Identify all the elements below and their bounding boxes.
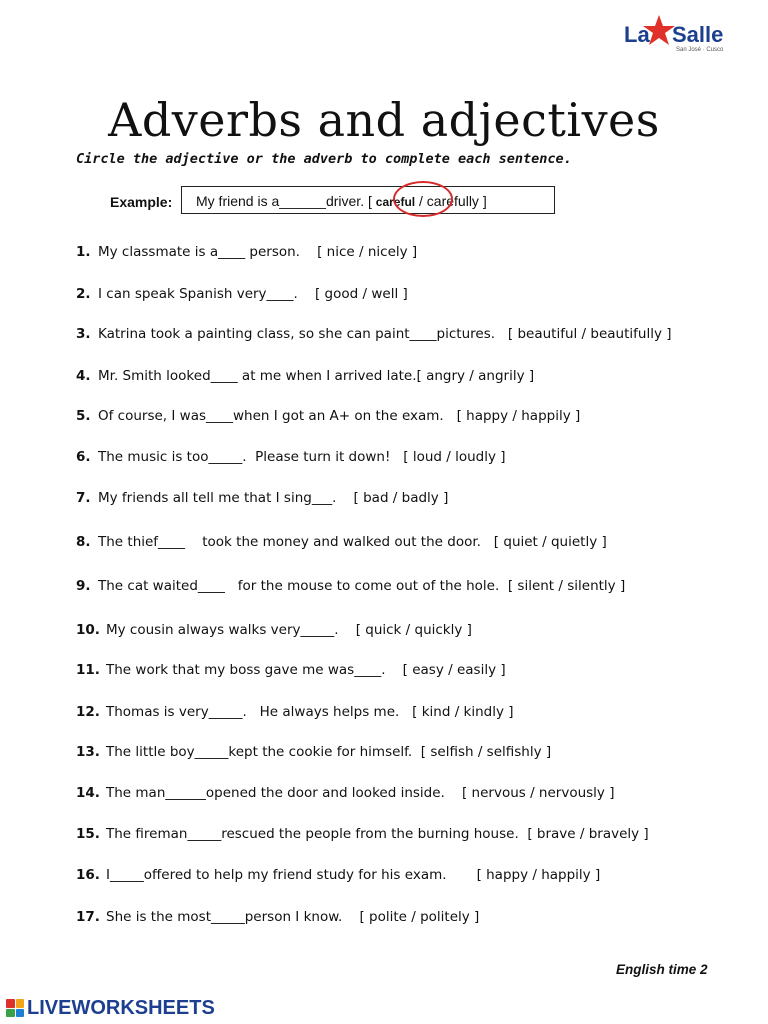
exercise-item <box>76 368 534 384</box>
item-sentence[interactable]: The man______opened the door and looked inside. [ nervous / nervously ] <box>106 785 615 801</box>
example-label: Example: <box>110 194 173 210</box>
footer-text: English time 2 <box>616 962 708 977</box>
exercise-item <box>76 244 417 260</box>
item-number: 16. <box>76 867 100 883</box>
item-number: 4. <box>76 368 91 384</box>
item-number: 14. <box>76 785 100 801</box>
item-sentence[interactable]: My friends all tell me that I sing___. [ bad / badly ] <box>98 490 449 506</box>
exercise-item <box>76 578 625 594</box>
item-sentence[interactable]: She is the most_____person I know. [ polite / politely ] <box>106 909 480 925</box>
item-number: 15. <box>76 826 100 842</box>
item-sentence[interactable]: My cousin always walks very_____. [ quick / quickly ] <box>106 622 472 638</box>
item-number: 17. <box>76 909 100 925</box>
item-sentence[interactable]: The little boy_____kept the cookie for himself. [ selfish / selfishly ] <box>106 744 552 760</box>
item-number: 5. <box>76 408 91 424</box>
item-number: 6. <box>76 449 91 465</box>
item-number: 2. <box>76 286 91 302</box>
item-sentence[interactable]: Mr. Smith looked____ at me when I arrived late.[ angry / angrily ] <box>98 368 535 384</box>
item-sentence[interactable]: I_____offered to help my friend study for his exam. [ happy / happily ] <box>106 867 601 883</box>
item-sentence[interactable]: The cat waited____ for the mouse to come out of the hole. [ silent / silently ] <box>98 578 626 594</box>
liveworksheets-brand <box>6 996 215 1020</box>
exercise-item <box>76 867 600 883</box>
logo-la: La <box>624 22 650 47</box>
item-sentence[interactable]: The thief____ took the money and walked out the door. [ quiet / quietly ] <box>98 534 607 550</box>
item-number: 11. <box>76 662 100 678</box>
exercise-item <box>76 826 649 842</box>
example-before: My friend is a______driver. [ <box>196 193 376 209</box>
item-number: 7. <box>76 490 91 506</box>
exercise-item <box>76 785 615 801</box>
instruction: Circle the adjective or the adverb to complete each sentence. <box>76 151 572 167</box>
item-number: 13. <box>76 744 100 760</box>
exercise-item <box>76 622 472 638</box>
page-title: Adverbs and adjectives <box>108 92 660 147</box>
item-number: 8. <box>76 534 91 550</box>
example-circled-word: careful <box>375 195 416 209</box>
lasalle-logo <box>620 14 730 56</box>
exercise-item <box>76 449 506 465</box>
brand-text: LIVEWORKSHEETS <box>27 996 215 1019</box>
item-sentence[interactable]: The work that my boss gave me was____. [ easy / easily ] <box>106 662 506 678</box>
logo-subtitle: San José · Cusco <box>676 47 724 53</box>
exercise-item <box>76 662 506 678</box>
exercise-item <box>76 326 672 342</box>
item-number: 3. <box>76 326 91 342</box>
answer-circle <box>393 181 453 217</box>
item-number: 12. <box>76 704 100 720</box>
liveworksheets-icon <box>6 999 24 1017</box>
exercise-item <box>76 286 408 302</box>
exercise-item <box>76 744 551 760</box>
item-sentence[interactable]: My classmate is a____ person. [ nice / nicely ] <box>98 244 418 260</box>
exercise-item <box>76 909 479 925</box>
item-number: 9. <box>76 578 91 594</box>
item-number: 10. <box>76 622 100 638</box>
item-sentence[interactable]: Thomas is very_____. He always helps me. [ kind / kindly ] <box>106 704 514 720</box>
exercise-item <box>76 490 448 506</box>
exercise-item <box>76 534 607 550</box>
example-after: / carefully ] <box>415 193 487 209</box>
example-box <box>181 186 555 214</box>
item-sentence[interactable]: The fireman_____rescued the people from the burning house. [ brave / bravely ] <box>106 826 649 842</box>
item-number: 1. <box>76 244 91 260</box>
logo-salle: Salle <box>672 22 724 47</box>
exercise-item <box>76 408 580 424</box>
item-sentence[interactable]: The music is too_____. Please turn it down! [ loud / loudly ] <box>98 449 506 465</box>
exercise-item <box>76 704 514 720</box>
item-sentence[interactable]: Of course, I was____when I got an A+ on the exam. [ happy / happily ] <box>98 408 581 424</box>
item-sentence[interactable]: I can speak Spanish very____. [ good / well ] <box>98 286 408 302</box>
item-sentence[interactable]: Katrina took a painting class, so she can paint____pictures. [ beautiful / beautifully ] <box>98 326 672 342</box>
